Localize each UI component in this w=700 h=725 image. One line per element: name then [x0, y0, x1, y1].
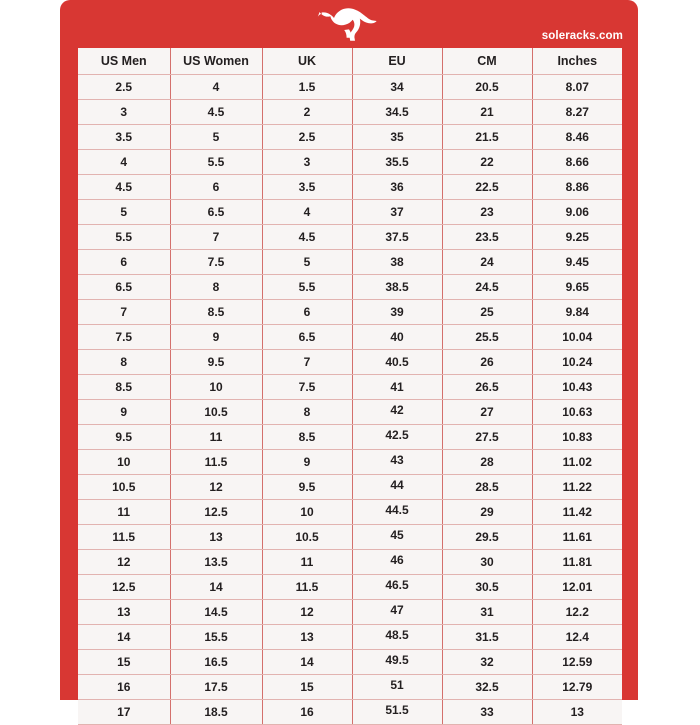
cell-us-women: 11.5	[170, 449, 262, 474]
cell-uk: 3	[262, 149, 352, 174]
cell-uk: 6.5	[262, 324, 352, 349]
cell-us-men: 13	[78, 599, 170, 624]
cell-us-men: 4	[78, 149, 170, 174]
cell-us-men: 10	[78, 449, 170, 474]
cell-cm: 29.5	[442, 524, 532, 549]
cell-eu: 42.5	[352, 424, 442, 449]
cell-eu: 47	[352, 599, 442, 624]
cell-inches: 12.4	[532, 624, 622, 649]
cell-us-women: 9	[170, 324, 262, 349]
cell-inches: 8.27	[532, 99, 622, 124]
puma-leaping-cat-icon	[313, 1, 385, 41]
cell-eu: 38	[352, 249, 442, 274]
cell-us-women: 17.5	[170, 674, 262, 699]
cell-cm: 30	[442, 549, 532, 574]
table-row	[78, 524, 622, 549]
cell-us-women: 12	[170, 474, 262, 499]
cell-cm: 22.5	[442, 174, 532, 199]
cell-cm: 31.5	[442, 624, 532, 649]
cell-us-men: 2.5	[78, 74, 170, 99]
cell-uk: 3.5	[262, 174, 352, 199]
cell-uk: 1.5	[262, 74, 352, 99]
cell-us-women: 9.5	[170, 349, 262, 374]
cell-us-women: 18.5	[170, 699, 262, 724]
cell-uk: 5.5	[262, 274, 352, 299]
table-row	[78, 699, 622, 724]
table-row	[78, 549, 622, 574]
cell-us-men: 12.5	[78, 574, 170, 599]
cell-eu: 45	[352, 524, 442, 549]
red-card-panel	[60, 0, 638, 719]
table-row	[78, 74, 622, 99]
table-head	[78, 48, 622, 74]
cell-uk: 10	[262, 499, 352, 524]
cell-uk: 7	[262, 349, 352, 374]
shoe-size-table	[78, 48, 622, 725]
cell-us-men: 14	[78, 624, 170, 649]
cell-cm: 25.5	[442, 324, 532, 349]
cell-inches: 10.83	[532, 424, 622, 449]
cell-cm: 32	[442, 649, 532, 674]
cell-uk: 4.5	[262, 224, 352, 249]
cell-inches: 11.42	[532, 499, 622, 524]
cell-uk: 4	[262, 199, 352, 224]
cell-us-men: 9.5	[78, 424, 170, 449]
cell-us-men: 3.5	[78, 124, 170, 149]
cell-eu: 34	[352, 74, 442, 99]
cell-uk: 10.5	[262, 524, 352, 549]
table-row	[78, 574, 622, 599]
cell-uk: 11	[262, 549, 352, 574]
watermark: soleracks.com	[541, 30, 623, 42]
cell-eu: 35.5	[352, 149, 442, 174]
cell-inches: 8.66	[532, 149, 622, 174]
column-header-uk: UK	[262, 48, 352, 74]
cell-eu: 46	[352, 549, 442, 574]
cell-uk: 14	[262, 649, 352, 674]
cell-us-men: 12	[78, 549, 170, 574]
cell-us-women: 16.5	[170, 649, 262, 674]
cell-uk: 7.5	[262, 374, 352, 399]
cell-us-women: 6	[170, 174, 262, 199]
cell-us-men: 5	[78, 199, 170, 224]
cell-us-men: 5.5	[78, 224, 170, 249]
table-row	[78, 374, 622, 399]
column-header-cm: CM	[442, 48, 532, 74]
cell-inches: 10.43	[532, 374, 622, 399]
cell-cm: 24.5	[442, 274, 532, 299]
column-header-eu: EU	[352, 48, 442, 74]
cell-cm: 29	[442, 499, 532, 524]
table-row	[78, 499, 622, 524]
cell-us-men: 7	[78, 299, 170, 324]
table-row	[78, 449, 622, 474]
cell-us-women: 7.5	[170, 249, 262, 274]
cell-us-women: 5	[170, 124, 262, 149]
header-row	[78, 48, 622, 74]
cell-inches: 12.79	[532, 674, 622, 699]
column-header-us-women: US Women	[170, 48, 262, 74]
cell-cm: 22	[442, 149, 532, 174]
table-row	[78, 99, 622, 124]
cell-cm: 21.5	[442, 124, 532, 149]
cell-eu: 36	[352, 174, 442, 199]
table-row	[78, 649, 622, 674]
cell-eu: 40.5	[352, 349, 442, 374]
cell-eu: 37	[352, 199, 442, 224]
table-row	[78, 274, 622, 299]
table-body	[78, 74, 622, 724]
cell-cm: 20.5	[442, 74, 532, 99]
table-row	[78, 174, 622, 199]
cell-us-men: 7.5	[78, 324, 170, 349]
cell-us-women: 13	[170, 524, 262, 549]
cell-cm: 32.5	[442, 674, 532, 699]
cell-eu: 48.5	[352, 624, 442, 649]
table-row	[78, 599, 622, 624]
table-row	[78, 349, 622, 374]
cell-eu: 38.5	[352, 274, 442, 299]
cell-inches: 11.22	[532, 474, 622, 499]
cell-uk: 16	[262, 699, 352, 724]
cell-inches: 9.06	[532, 199, 622, 224]
table-row	[78, 399, 622, 424]
cell-us-women: 10	[170, 374, 262, 399]
cell-uk: 6	[262, 299, 352, 324]
cell-inches: 9.65	[532, 274, 622, 299]
table-row	[78, 474, 622, 499]
table-row	[78, 674, 622, 699]
cell-eu: 34.5	[352, 99, 442, 124]
cell-inches: 12.01	[532, 574, 622, 599]
cell-eu: 46.5	[352, 574, 442, 599]
cell-eu: 39	[352, 299, 442, 324]
cell-us-men: 11.5	[78, 524, 170, 549]
cell-cm: 26.5	[442, 374, 532, 399]
cell-eu: 44.5	[352, 499, 442, 524]
cell-cm: 33	[442, 699, 532, 724]
size-table-container	[78, 48, 622, 725]
cell-uk: 2	[262, 99, 352, 124]
cell-uk: 9.5	[262, 474, 352, 499]
cell-inches: 8.86	[532, 174, 622, 199]
cell-cm: 27	[442, 399, 532, 424]
cell-us-women: 12.5	[170, 499, 262, 524]
cell-us-women: 8	[170, 274, 262, 299]
cell-eu: 40	[352, 324, 442, 349]
cell-cm: 30.5	[442, 574, 532, 599]
cell-us-women: 6.5	[170, 199, 262, 224]
cell-us-women: 7	[170, 224, 262, 249]
cell-eu: 51	[352, 674, 442, 699]
cell-uk: 9	[262, 449, 352, 474]
cell-us-men: 4.5	[78, 174, 170, 199]
poster-header	[60, 0, 638, 48]
cell-inches: 10.04	[532, 324, 622, 349]
cell-cm: 25	[442, 299, 532, 324]
cell-us-men: 3	[78, 99, 170, 124]
cell-inches: 8.07	[532, 74, 622, 99]
cell-inches: 13	[532, 699, 622, 724]
cell-cm: 28.5	[442, 474, 532, 499]
cell-us-women: 4	[170, 74, 262, 99]
cell-inches: 11.61	[532, 524, 622, 549]
cell-uk: 15	[262, 674, 352, 699]
cell-inches: 12.2	[532, 599, 622, 624]
cell-us-men: 11	[78, 499, 170, 524]
cell-cm: 23.5	[442, 224, 532, 249]
table-row	[78, 424, 622, 449]
cell-us-women: 13.5	[170, 549, 262, 574]
cell-uk: 13	[262, 624, 352, 649]
cell-inches: 9.84	[532, 299, 622, 324]
cell-us-men: 17	[78, 699, 170, 724]
cell-cm: 31	[442, 599, 532, 624]
cell-inches: 12.59	[532, 649, 622, 674]
cell-inches: 10.24	[532, 349, 622, 374]
table-row	[78, 299, 622, 324]
cell-us-women: 15.5	[170, 624, 262, 649]
cell-us-women: 4.5	[170, 99, 262, 124]
cell-eu: 44	[352, 474, 442, 499]
cell-cm: 21	[442, 99, 532, 124]
cell-inches: 11.81	[532, 549, 622, 574]
cell-us-men: 6.5	[78, 274, 170, 299]
cell-us-men: 15	[78, 649, 170, 674]
cell-eu: 49.5	[352, 649, 442, 674]
column-header-inches: Inches	[532, 48, 622, 74]
cell-us-men: 10.5	[78, 474, 170, 499]
cell-us-women: 5.5	[170, 149, 262, 174]
cell-us-men: 6	[78, 249, 170, 274]
cell-cm: 23	[442, 199, 532, 224]
table-row	[78, 249, 622, 274]
cell-eu: 42	[352, 399, 442, 424]
cell-cm: 28	[442, 449, 532, 474]
cell-us-women: 14	[170, 574, 262, 599]
cell-us-men: 8.5	[78, 374, 170, 399]
cell-eu: 37.5	[352, 224, 442, 249]
cell-uk: 8	[262, 399, 352, 424]
table-row	[78, 324, 622, 349]
cell-us-men: 9	[78, 399, 170, 424]
cell-us-men: 8	[78, 349, 170, 374]
cell-eu: 41	[352, 374, 442, 399]
column-header-us-men: US Men	[78, 48, 170, 74]
cell-us-women: 11	[170, 424, 262, 449]
cell-uk: 12	[262, 599, 352, 624]
table-row	[78, 199, 622, 224]
cell-us-women: 10.5	[170, 399, 262, 424]
cell-eu: 51.5	[352, 699, 442, 724]
table-row	[78, 149, 622, 174]
cell-inches: 11.02	[532, 449, 622, 474]
table-row	[78, 624, 622, 649]
cell-eu: 43	[352, 449, 442, 474]
table-row	[78, 124, 622, 149]
cell-inches: 8.46	[532, 124, 622, 149]
cell-us-women: 8.5	[170, 299, 262, 324]
cell-cm: 26	[442, 349, 532, 374]
cell-inches: 9.25	[532, 224, 622, 249]
table-row	[78, 224, 622, 249]
cell-inches: 10.63	[532, 399, 622, 424]
cell-cm: 27.5	[442, 424, 532, 449]
cell-us-men: 16	[78, 674, 170, 699]
cell-uk: 8.5	[262, 424, 352, 449]
cell-uk: 2.5	[262, 124, 352, 149]
cell-eu: 35	[352, 124, 442, 149]
cell-cm: 24	[442, 249, 532, 274]
cell-inches: 9.45	[532, 249, 622, 274]
cell-uk: 5	[262, 249, 352, 274]
cell-uk: 11.5	[262, 574, 352, 599]
cell-us-women: 14.5	[170, 599, 262, 624]
